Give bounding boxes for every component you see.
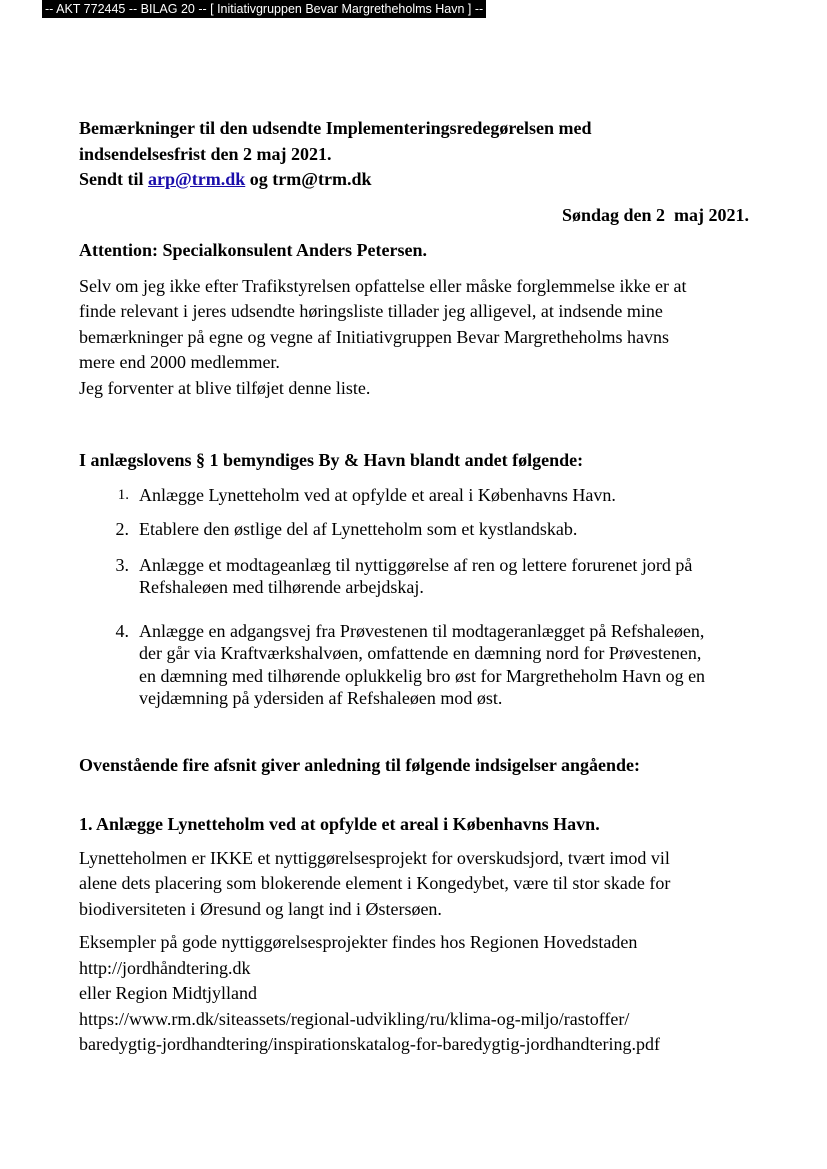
list-number: 4. xyxy=(115,620,129,641)
list-item xyxy=(79,484,749,507)
list-item-text xyxy=(129,620,749,710)
item-line: Anlægge et modtageanlæg til nyttiggørelse af ren og lettere forurenet jord på xyxy=(139,554,693,575)
intro-line: bemærkninger på egne og vegne af Initiativgruppen Bevar Margretheholms havns xyxy=(79,326,669,347)
list-item xyxy=(79,554,749,599)
url-rm-part-1: https://www.rm.dk/siteassets/regional-udvikling/ru/klima-og-miljo/rastoffer/ xyxy=(79,1008,630,1029)
item-line: Etablere den østlige del af Lynetteholm som et kystlandskab. xyxy=(139,519,578,539)
intro-line: finde relevant i jeres udsendte høringsliste tillader jeg alligevel, at indsende mine xyxy=(79,301,663,321)
item-line: en dæmning med tilhørende oplukkelig bro øst for Margretheholm Havn og en xyxy=(139,665,706,686)
examples-paragraph xyxy=(79,930,749,1058)
paragraph-line: biodiversiteten i Øresund og langt ind i Østersøen. xyxy=(79,898,442,919)
url-jordhaandtering: http://jordhåndtering.dk xyxy=(79,957,251,978)
item-line: der går via Kraftværkshalvøen, omfattende en dæmning nord for Prøvestenen, xyxy=(139,643,702,663)
paragraph-line: Lynetteholmen er IKKE et nyttiggørelsesprojekt for overskudsjord, tvært imod vil xyxy=(79,847,670,868)
item-line: Anlægge Lynetteholm ved at opfylde et areal i Københavns Havn. xyxy=(139,484,616,505)
letter-date: Søndag den 2 maj 2021. xyxy=(561,204,749,225)
list-item-text xyxy=(129,554,749,599)
letter-header xyxy=(79,116,749,193)
paragraph-line: eller Region Midtjylland xyxy=(79,983,257,1003)
header-line-1: Bemærkninger til den udsendte Implementeringsredegørelsen med xyxy=(79,118,592,138)
attention-line: Attention: Specialkonsulent Anders Petersen. xyxy=(79,240,427,260)
list-number: 1. xyxy=(117,486,129,503)
letter-body xyxy=(79,116,749,1058)
section-heading-lynetteholm: 1. Anlægge Lynetteholm ved at opfylde et areal i Københavns Havn. xyxy=(79,814,600,834)
email-link-arp[interactable]: arp@trm.dk xyxy=(148,169,246,189)
intro-line: mere end 2000 medlemmer. xyxy=(79,352,280,372)
list-item xyxy=(79,518,749,541)
law-items-list xyxy=(79,484,749,710)
sent-to-line xyxy=(79,167,749,193)
section-heading-law: I anlægslovens § 1 bemyndiges By & Havn blandt andet følgende: xyxy=(79,450,584,470)
paragraph-line: alene dets placering som blokerende element i Kongedybet, være til stor skade for xyxy=(79,873,671,893)
item-line: vejdæmning på ydersiden af Refshaleøen mod øst. xyxy=(139,688,503,708)
paragraph-line: Eksempler på gode nyttiggørelsesprojekter findes hos Regionen Hovedstaden xyxy=(79,932,638,952)
intro-line: Jeg forventer at blive tilføjet denne liste. xyxy=(79,377,371,398)
list-item-text xyxy=(129,518,749,541)
list-item-text xyxy=(129,484,749,507)
list-number: 3. xyxy=(115,554,129,575)
list-item xyxy=(79,620,749,710)
sent-prefix: Sendt til xyxy=(79,169,144,189)
intro-paragraph xyxy=(79,274,749,402)
lynetteholm-paragraph xyxy=(79,846,749,923)
item-line: Refshaleøen med tilhørende arbejdskaj. xyxy=(139,577,424,597)
item-line: Anlægge en adgangsvej fra Prøvestenen til modtageranlægget på Refshaleøen, xyxy=(139,620,705,641)
list-number: 2. xyxy=(115,519,129,539)
case-stamp-banner: -- AKT 772445 -- BILAG 20 -- [ Initiativgruppen Bevar Margretheholms Havn ] -- xyxy=(42,0,486,18)
intro-line: Selv om jeg ikke efter Trafikstyrelsen opfattelse eller måske forglemmelse ikke er at xyxy=(79,275,687,296)
section-heading-objections: Ovenstående fire afsnit giver anledning til følgende indsigelser angående: xyxy=(79,754,641,775)
url-rm-part-2: baredygtig-jordhandtering/inspirationskatalog-for-baredygtig-jordhandtering.pdf xyxy=(79,1034,660,1054)
header-line-2: indsendelsesfrist den 2 maj 2021. xyxy=(79,143,332,164)
sent-suffix: og trm@trm.dk xyxy=(245,169,372,189)
